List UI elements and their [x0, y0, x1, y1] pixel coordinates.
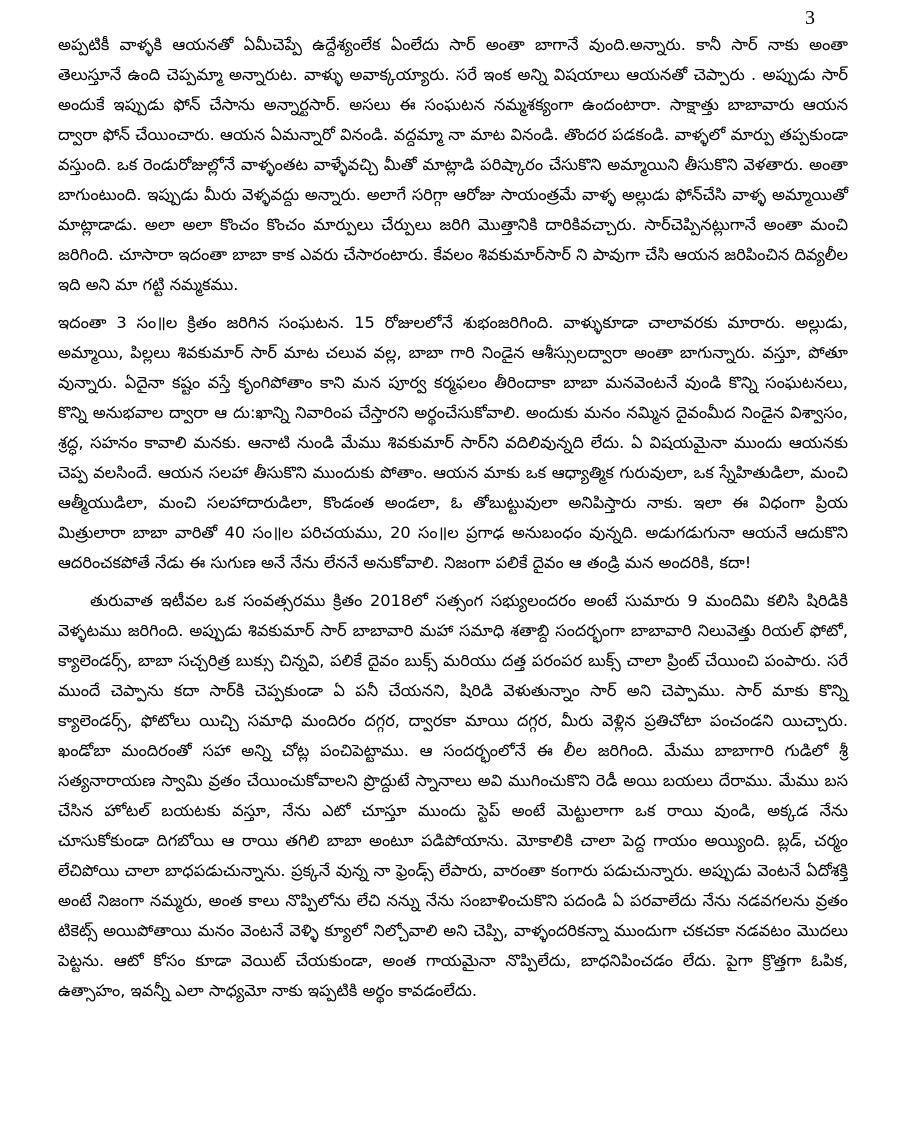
paragraph-1: అప్పటికీ వాళ్ళకి ఆయనతో ఏమీచెప్పే ఉద్దేశ్యంలేక ఏంలేదు సార్ అంతా బాగానే వుంది.అన్నారు. కానీ సార్ నాకు అంతా తెలుస్తూనే ఉంది చెప్పమ్మా అన్నారుట. వాళ్ళు అవాక్కయ్యారు. సరే ఇంక అన్ని విషయాలు ఆయనతో చెప్పారు . అప్పుడు సార్ అందుకే ఇప్పుడు ఫోన్ చేసాను అన్నార్టసార్. అసలు ఈ సంఘటన నమ్మశక్యంగా ఉందంటారా. సాక్షాత్తు బాబావారు ఆయన ద్వారా ఫోన్ చేయించారు. ఆయన ఏమన్నారో వినండి. వద్దమ్మా నా మాట వినండి. తొందర పడకండి. వాళ్ళలో మార్పు తప్పకుండా వస్తుంది. ఒక రెండురోజుల్లోనే వాళ్ళంతట వాళ్ళేవచ్చి మీతో మాట్లాడి పరిష్కారం చేసుకొని అమ్మాయిని తీసుకొని వెళతారు. అంతా బాగుంటుంది. ఇప్పుడు మీరు వెళ్ళవద్దు అన్నారు. అలాగే సరిగ్గా ఆరోజు సాయంత్రమే వాళ్ళ అల్లుడు ఫోన్‌చేసి వాళ్ళ అమ్మాయితో మాట్లాడాడు. అలా అలా కొంచం కొంచం మార్పులు చేర్పులు జరిగి మొత్తానికి దారికివచ్చారు. సార్‌చెప్పినట్లుగానే అంతా మంచి జరిగింది. చూసారా ఇదంతా బాబా కాక ఎవరు చేసారంటారు. కేవలం శివకుమార్‌సార్ ని పావుగా చేసి ఆయన జరిపించిన దివ్యలీల ఇది అని మా గట్టి నమ్మకము. [58, 35, 848, 294]
paragraph-3: తురువాత ఇటీవల ఒక సంవత్సరము క్రితం 2018లో సత్సంగ సభ్యులందరం అంటే సుమారు 9 మందిమి కలిసి షిరిడికి వెళ్ళటము జరిగింది. అప్పుడు శివకుమార్ సార్ బాబావారి మహా సమాధి శతాబ్ది సందర్భంగా బాబావారి నిలువెత్తు రియల్ ఫోటో, క్యాలెండర్స్, బాబా సచ్చరిత్ర బుక్సు చిన్నవి, పలికే దైవం బుక్స్ మరియు దత్త పరంపర బుక్స్ చాలా ప్రింట్ చేయించి పంపారు. సరే ముందే చెప్పాను కదా సార్‌కి చెప్పకుండా ఏ పనీ చేయనని, షిరిడి వెళుతున్నాం సార్ అని చెప్పాము. సార్ మాకు కొన్ని క్యాలెండర్స్, ఫోటోలు యిచ్చి సమాధి మందిరం దగ్గర, ద్వారకా మాయి దగ్గర, మీరు వెళ్లిన ప్రతిచోటా పంచండని యిచ్చారు. ఖండోబా మందిరంతో సహా అన్ని చోట్ల పంచిపెట్టాము. ఆ సందర్భంలోనే ఈ లీల జరిగింది. మేము బాబాగారి గుడిలో శ్రీ సత్యనారాయణ స్వామి వ్రతం చేయించుకోవాలని ప్రొద్దుటే స్నానాలు అవి ముగించుకొని రెడీ అయి బయలు దేరాము. మేము బస చేసిన హోటల్ బయటకు వస్తూ, నేను ఎటో చూస్తూ ముందు స్టెప్ అంటే మెట్టులాగా ఒక రాయి వుండి, అక్కడ నేను చూసుకోకుండా దిగబోయి ఆ రాయి తగిలి బాబా అంటూ పడిపోయాను. మోకాలికి చాలా పెద్ద గాయం అయ్యింది. బ్లడ్, చర్మం లేచిపోయి చాలా బాధపడుచున్నాను. ప్రక్కనే వున్న నా ఫ్రెండ్స్ లేపారు, వారంతా కంగారు పడుచున్నారు. అప్పుడు వెంటనే ఏదోశక్తి అంటే నిజంగా నమ్మరు, అంత కాలు నొప్పిలోను లేచి నన్ను నేను సంబాళించుకొని పదండి ఏ పరవాలేదు నేను నడవగలను వ్రతం టికెట్స్ అయిపోతాయి మనం వెంటనే వెళ్ళి క్యూలో నిల్చోవాలి అని చెప్పి, వాళ్ళందరికన్నా ముందుగా చకచకా నడవటం మొదలు పెట్టను. ఆటో కోసం కూడా వెయిట్ చేయకుండా, అంత గాయమైనా నొప్పిలేదు, బాధనిపించడం లేదు. పైగా క్రొత్తగా ఓపిక, ఉత్సాహం, ఇవన్నీ ఎలా సాధ్యమో నాకు ఇప్పటికి అర్థం కావడంలేదు. [58, 591, 848, 1000]
document-body [58, 30, 848, 1006]
page-number: 3 [805, 7, 815, 29]
paragraph-2: ఇదంతా 3 సం॥ల క్రితం జరిగిన సంఘటన. 15 రోజులలోనే శుభంజరిగింది. వాళ్ళుకూడా చాలావరకు మారారు. అల్లుడు, అమ్మాయి, పిల్లలు శివకుమార్ సార్ మాట చలువ వల్ల, బాబా గారి నిండైన ఆశీస్సులద్వారా అంతా బాగున్నారు. వస్తూ, పోతూ వున్నారు. ఏదైనా కష్టం వస్తే కృంగిపోతాం కాని మన పూర్వ కర్మఫలం తీరిందాకా బాబా మనవెంటనే వుండి కొన్ని సంఘటనలు, కొన్ని అనుభవాల ద్వారా ఆ దు:ఖాన్ని నివారింప చేస్తారని అర్థంచేసుకోవాలి. అందుకు మనం నమ్మిన దైవంమీద నిండైన విశ్వాసం, శ్రద్ధ, సహనం కావాలి మనకు. ఆనాటి నుండి మేము శివకుమార్ సార్‌ని వదిలివున్నది లేదు. ఏ విషయమైనా ముందు ఆయనకు చెప్ప వలసిందే. ఆయన సలహా తీసుకొని ముందుకు పోతాం. ఆయన మాకు ఒక ఆధ్యాత్మిక గురువులా, ఒక స్నేహితుడిలా, మంచి ఆత్మీయుడిలా, మంచి సలహాదారుడిలా, కొండంత అండలా, ఓ తోబుట్టువులా అనిపిస్తారు నాకు. ఇలా ఈ విధంగా ప్రియ మిత్రులారా బాబా వారితో 40 సం॥ల పరిచయము, 20 సం॥ల ప్రగాఢ అనుబంధం వున్నది. అడుగడుగునా ఆయనే ఆదుకొని ఆదరించకపోతే నేడు ఈ సుగుణ అనే నేను లేననే అనుకోవాలి. నిజంగా పలికే దైవం ఆ తండ్రి మన అందరికి, కదా! [58, 313, 848, 572]
